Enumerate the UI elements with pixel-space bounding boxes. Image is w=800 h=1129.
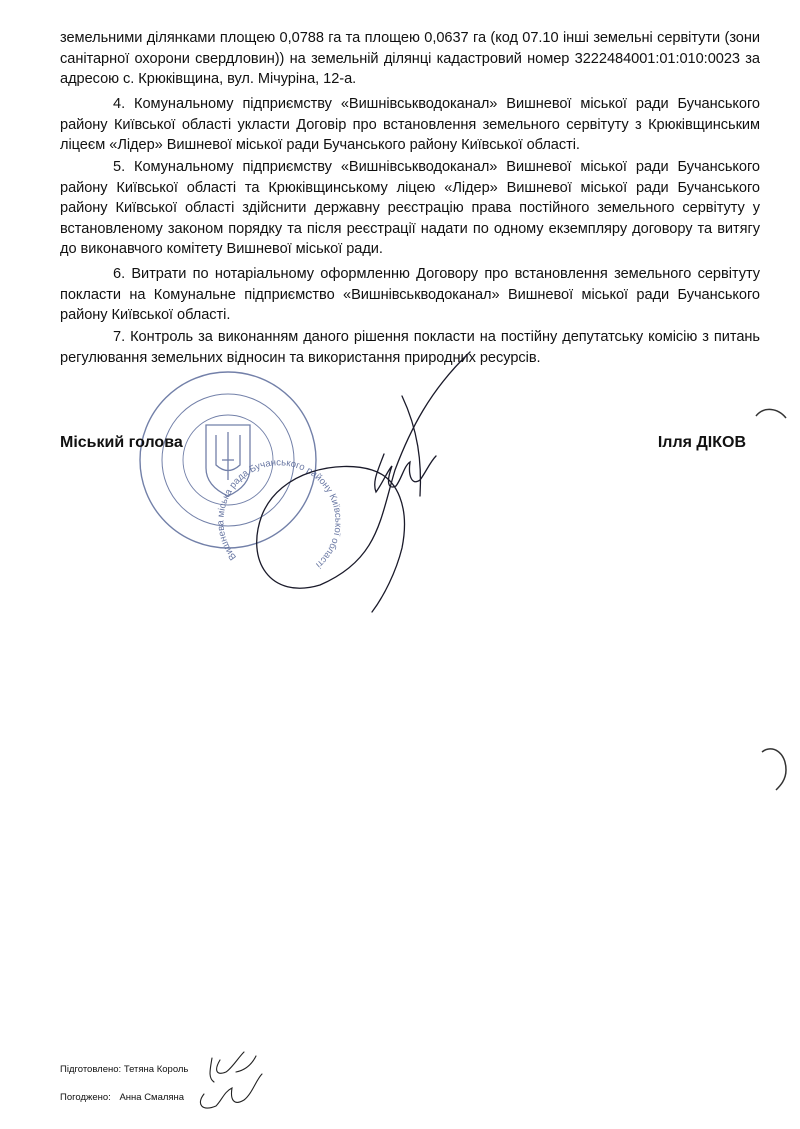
agreed-label: Погоджено: [60, 1092, 111, 1103]
paragraph-item-5: 5. Комунальному підприємству «Вишнівськводоканал» Вишневої міської ради Бучанського району Київської області та Крюківщинському ліцею «Лідер» Вишневої міської ради Бучанського району Київської області здійснити державну реєстрацію права постійного земельного сервітуту у встановленому законом порядку та після реєстрації надати по одному екземпляру договору та витягу до виконавчого комітету Вишневої міської ради. [60, 159, 760, 258]
paragraph-item-4: 4. Комунальному підприємству «Вишнівськводоканал» Вишневої міської ради Бучанського району Київської області укласти Договір про встановлення земельного сервітуту з Крюківщинським ліцеєм «Лідер» Вишневої міської ради Бучанського району Київської області. [60, 96, 760, 154]
prepared-name: Тетяна Король [123, 1064, 189, 1075]
stamp-outer-text: Вишнева міська рада Бучанського району Київської області [215, 457, 344, 571]
paragraph-item-7: 7. Контроль за виконанням даного рішення покласти на постійну депутатську комісію з питань регулювання земельних відносин та використання природних ресурсів. [60, 329, 760, 366]
paragraph-item-6: 6. Витрати по нотаріальному оформленню Договору про встановлення земельного сервітуту покласти на Комунальне підприємство «Вишнівськводоканал» Вишневої міської ради Бучанського району Київської області. [60, 266, 760, 324]
prepared-label: Підготовлено: [60, 1064, 122, 1075]
paragraph-continuation: земельними ділянками площею 0,0788 га та площею 0,0637 га (код 07.10 інші земельні сервітути (зони санітарної охорони свердловин)) на земельній ділянці кадастровий номер 3222484001:01:010:0023 за адресою с. Крюківщина, вул. Мічуріна, 12-а. [60, 30, 760, 88]
signatory-name: Ілля ДІКОВ [657, 434, 746, 451]
agreed-name: Анна Смаляна [119, 1092, 185, 1103]
signatory-position: Міський голова [60, 434, 183, 451]
